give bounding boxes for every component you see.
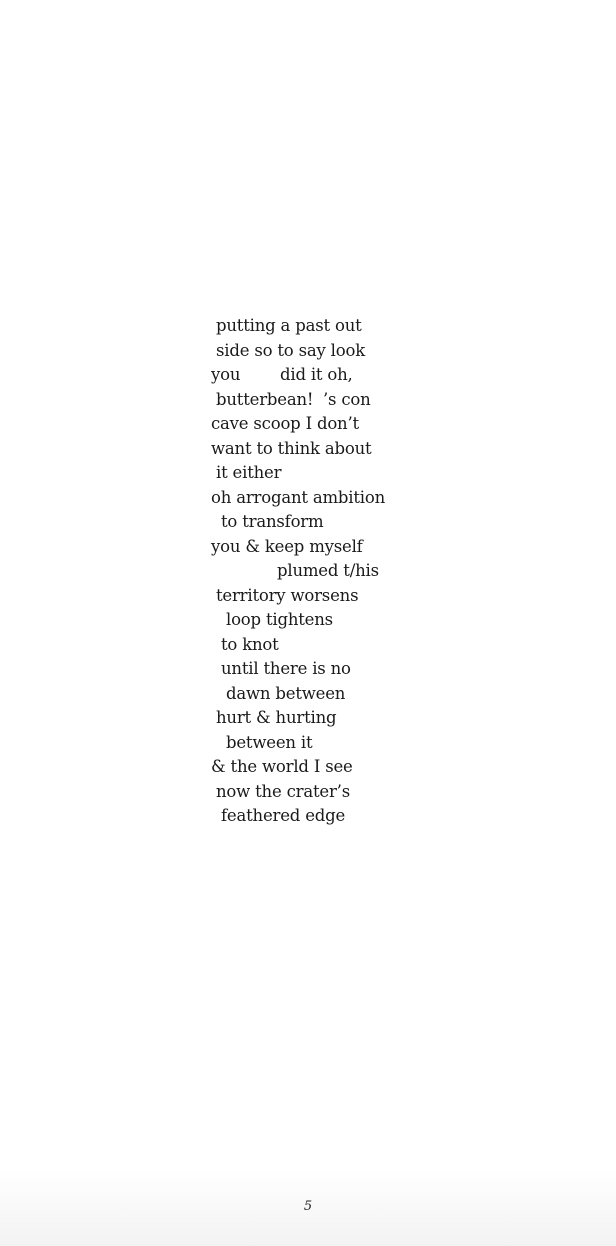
poem-line [211,314,411,339]
poem-line-text: between it [226,732,313,752]
poem-line [211,706,411,731]
poem-line [211,608,411,633]
poem-line [211,780,411,805]
poem-line [211,682,411,707]
poem-line-text: territory worsens [216,585,359,605]
poem-line-text: butterbean! [216,389,314,409]
poem-line [211,535,411,560]
poem-line [211,510,411,535]
poem-line-text: it either [216,463,282,482]
poem-line-text: oh arrogant ambition [211,487,386,507]
poem-line [211,584,411,609]
poem-line-text: you [211,365,241,384]
poem-line-text: hurt & hurting [216,708,337,727]
poem-line [211,633,411,658]
poem-line-text: you & keep myself [211,536,363,556]
poem-line-text: dawn between [226,683,346,703]
poem-line-text: now the crater’s [216,781,350,801]
page-number: 5 [303,1199,313,1214]
poem-line-text: side so to say look [216,340,365,360]
poem-line-text: plumed t/his [277,561,379,580]
poem-line [211,461,411,486]
poem-line-text: loop tightens [226,610,333,629]
poem-line-text: cave scoop I don’t [211,414,359,433]
poem-line [211,412,411,437]
poem-line-text: to transform [221,512,324,531]
poem [211,314,411,829]
poem-line-text: putting a past out [216,316,362,335]
poem-line-text: to knot [221,634,279,654]
poem-line [211,657,411,682]
poem-line-text: ’s con [323,389,371,409]
poem-line-text: feathered edge [221,806,346,825]
poem-line-text: until there is no [221,659,351,678]
poem-line [211,339,411,364]
poem-line [211,486,411,511]
poem-line [211,804,411,829]
poem-line [211,388,411,413]
poem-line-text: want to think about [211,438,372,458]
poem-line [211,559,411,584]
poem-line [211,363,411,388]
poem-line-text: & the world I see [211,757,353,776]
poem-line-text: did it oh, [280,365,353,384]
poem-line [211,755,411,780]
poem-line [211,731,411,756]
poem-line [211,437,411,462]
